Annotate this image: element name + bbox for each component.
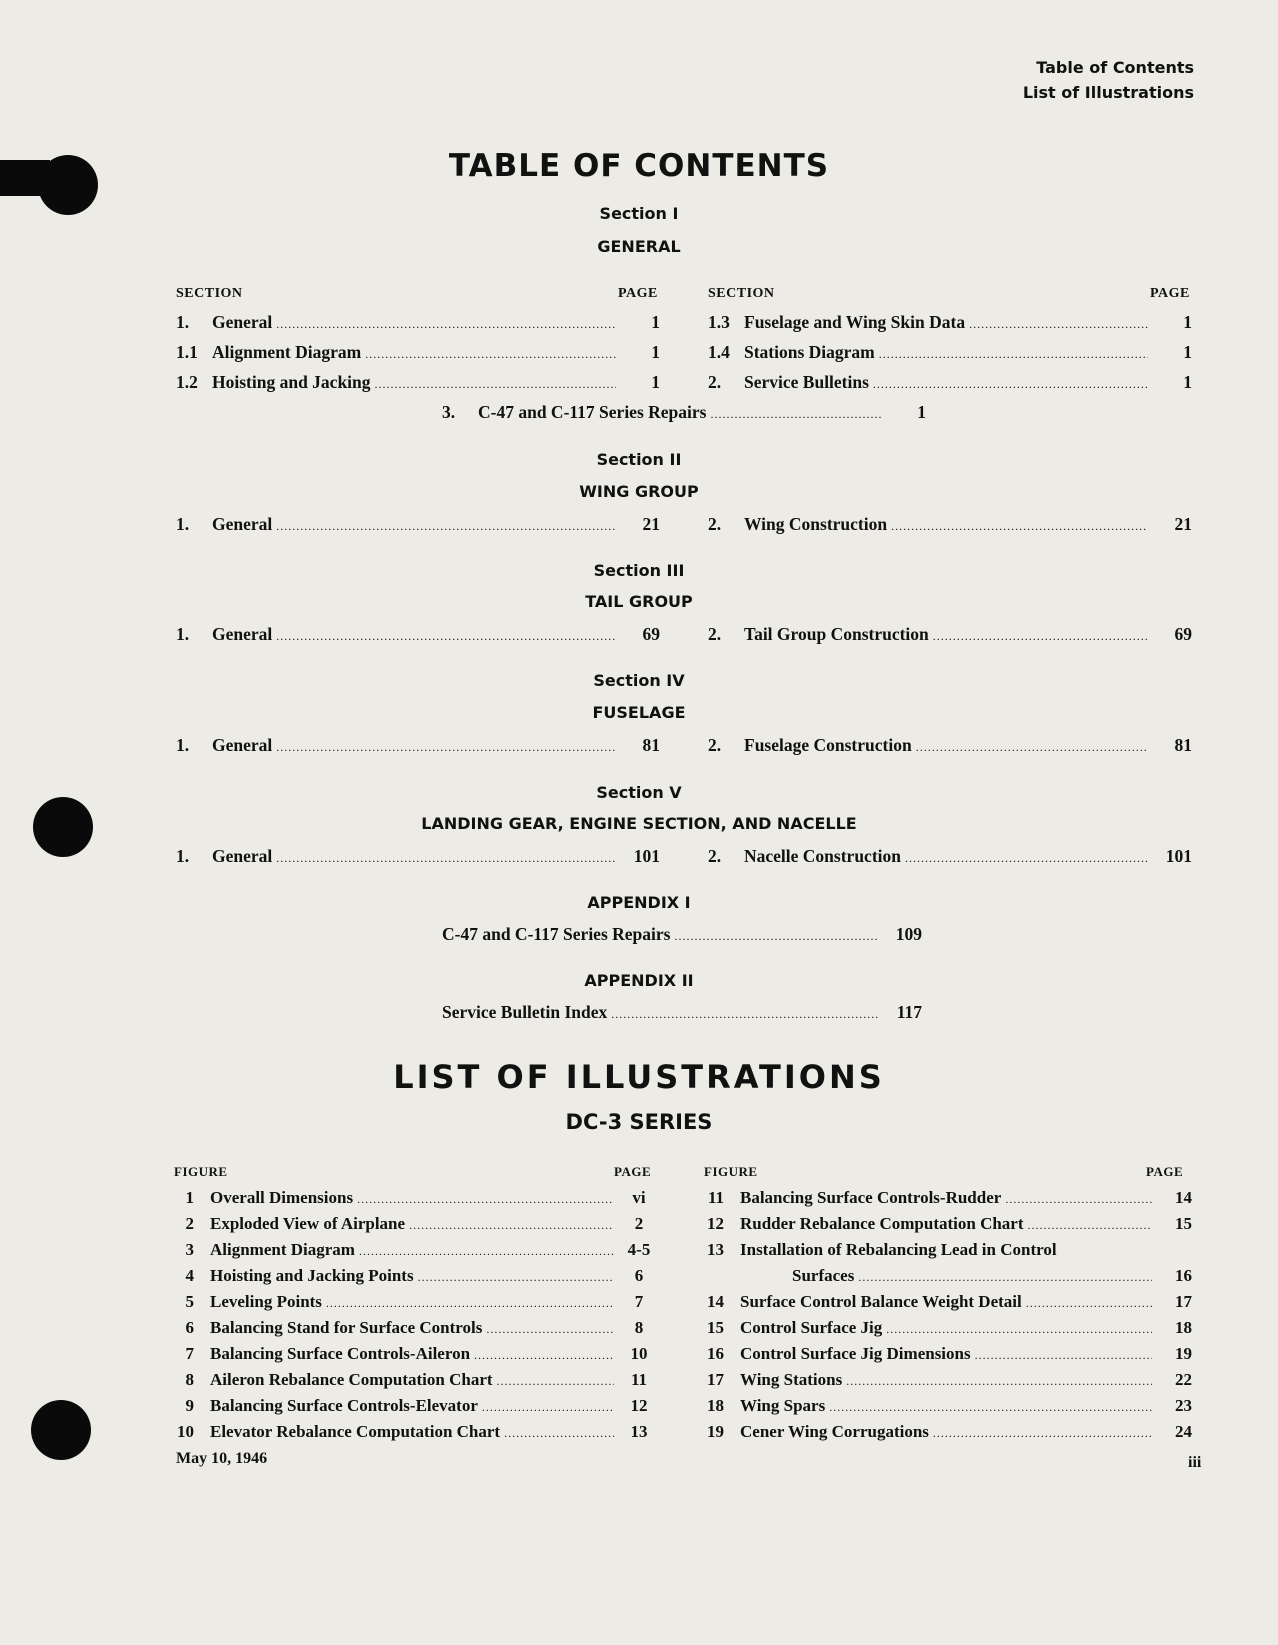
figure-page: 8 bbox=[634, 1318, 644, 1337]
entry-title: C-47 and C-117 Series Repairs bbox=[442, 924, 671, 944]
entry-number: 1. bbox=[176, 735, 190, 755]
figure-entry[interactable] bbox=[156, 1318, 660, 1342]
leader-dots bbox=[873, 377, 1148, 392]
leader-dots bbox=[357, 1192, 614, 1207]
appendix-1-label: APPENDIX I bbox=[587, 893, 691, 912]
leader-dots bbox=[886, 1322, 1152, 1337]
leader-dots bbox=[326, 1296, 614, 1311]
entry-number: 2. bbox=[708, 846, 722, 866]
entry-number: 1. bbox=[176, 846, 190, 866]
section-4-title: FUSELAGE bbox=[592, 703, 686, 722]
leader-dots bbox=[486, 1322, 614, 1337]
leader-dots bbox=[276, 629, 616, 644]
figure-number: 9 bbox=[185, 1396, 194, 1415]
illustrations-subtitle: DC-3 SERIES bbox=[565, 1110, 713, 1134]
toc-col-section-left: SECTION bbox=[176, 286, 243, 301]
figure-page: 4-5 bbox=[627, 1240, 651, 1259]
figure-number: 18 bbox=[707, 1396, 724, 1415]
entry-page: 69 bbox=[1174, 624, 1192, 644]
figure-number: 8 bbox=[185, 1370, 194, 1389]
entry-page: 81 bbox=[642, 735, 660, 755]
entry-page: 1 bbox=[651, 312, 660, 332]
entry-title: Stations Diagram bbox=[744, 342, 875, 362]
figure-number: 5 bbox=[185, 1292, 194, 1311]
leader-dots bbox=[916, 740, 1148, 755]
leader-dots bbox=[969, 317, 1148, 332]
entry-number: 1. bbox=[176, 624, 190, 644]
leader-dots bbox=[474, 1348, 614, 1363]
figure-entry[interactable] bbox=[686, 1344, 1192, 1368]
entry-page: 1 bbox=[1183, 342, 1192, 362]
figure-title: Balancing Surface Controls-Elevator bbox=[210, 1396, 478, 1415]
section-5-label: Section V bbox=[596, 783, 682, 802]
leader-dots bbox=[611, 1007, 878, 1022]
toc-title: TABLE OF CONTENTS bbox=[448, 148, 830, 184]
figure-number: 12 bbox=[707, 1214, 724, 1233]
section-3-title: TAIL GROUP bbox=[585, 592, 693, 611]
figure-title: Elevator Rebalance Computation Chart bbox=[210, 1422, 501, 1441]
entry-title: C-47 and C-117 Series Repairs bbox=[478, 402, 707, 422]
entry-number: 1. bbox=[176, 514, 190, 534]
toc-entry[interactable] bbox=[708, 735, 1192, 759]
illustrations-title: LIST OF ILLUSTRATIONS bbox=[393, 1058, 885, 1096]
figure-entry[interactable] bbox=[686, 1292, 1192, 1316]
figure-title: Surface Control Balance Weight Detail bbox=[740, 1292, 1022, 1311]
figure-entry[interactable] bbox=[156, 1188, 660, 1212]
figure-number: 10 bbox=[177, 1422, 194, 1441]
figure-title: Balancing Stand for Surface Controls bbox=[210, 1318, 483, 1337]
figure-page: 17 bbox=[1175, 1292, 1192, 1311]
running-head-line2: List of Illustrations bbox=[1022, 83, 1194, 102]
figure-page: 18 bbox=[1175, 1318, 1192, 1337]
toc-entry[interactable] bbox=[442, 1002, 922, 1026]
section-2-label: Section II bbox=[596, 450, 682, 469]
toc-entry[interactable] bbox=[708, 372, 1192, 396]
leader-dots bbox=[276, 317, 616, 332]
figure-entry[interactable] bbox=[156, 1240, 660, 1264]
toc-entry[interactable] bbox=[708, 312, 1192, 336]
figure-title: Control Surface Jig Dimensions bbox=[740, 1344, 971, 1363]
figure-title: Exploded View of Airplane bbox=[210, 1214, 406, 1233]
figure-entry[interactable] bbox=[156, 1396, 660, 1420]
figure-title: Surfaces bbox=[792, 1266, 855, 1285]
entry-number: 2. bbox=[708, 372, 722, 392]
figure-page: 14 bbox=[1175, 1188, 1192, 1207]
figure-entry[interactable] bbox=[686, 1240, 1192, 1264]
figure-number: 14 bbox=[707, 1292, 724, 1311]
leader-dots bbox=[359, 1244, 614, 1259]
binder-hole-bottom bbox=[31, 1400, 91, 1460]
toc-entry[interactable] bbox=[176, 372, 660, 396]
leader-dots bbox=[276, 740, 616, 755]
figure-title: Balancing Surface Controls-Rudder bbox=[740, 1188, 1002, 1207]
toc-entry[interactable] bbox=[176, 846, 660, 870]
figure-entry[interactable] bbox=[686, 1396, 1192, 1420]
figure-number: 17 bbox=[707, 1370, 724, 1389]
entry-page: 1 bbox=[651, 342, 660, 362]
entry-page: 109 bbox=[895, 924, 922, 944]
figure-number: 7 bbox=[185, 1344, 194, 1363]
figure-number: 13 bbox=[707, 1240, 724, 1259]
leader-dots bbox=[418, 1270, 614, 1285]
figure-number: 15 bbox=[707, 1318, 724, 1337]
entry-title: Service Bulletin Index bbox=[442, 1002, 608, 1022]
figure-page: 11 bbox=[630, 1370, 648, 1389]
leader-dots bbox=[504, 1426, 614, 1441]
entry-page: 69 bbox=[642, 624, 660, 644]
entry-title: Hoisting and Jacking bbox=[212, 372, 371, 392]
entry-page: 1 bbox=[917, 402, 926, 422]
figure-entry[interactable] bbox=[156, 1422, 660, 1446]
toc-entry[interactable] bbox=[708, 846, 1192, 870]
leader-dots bbox=[409, 1218, 614, 1233]
leader-dots bbox=[276, 851, 616, 866]
toc-entry[interactable] bbox=[176, 624, 660, 648]
entry-page: 1 bbox=[1183, 312, 1192, 332]
entry-title: General bbox=[212, 846, 273, 866]
leader-dots bbox=[276, 519, 616, 534]
leader-dots bbox=[674, 929, 878, 944]
leader-dots bbox=[497, 1374, 614, 1389]
figure-page: 7 bbox=[634, 1292, 644, 1311]
figure-page: 12 bbox=[630, 1396, 648, 1415]
section-4-label: Section IV bbox=[593, 671, 685, 690]
figure-title: Wing Stations bbox=[740, 1370, 843, 1389]
toc-col-section-right: SECTION bbox=[708, 286, 775, 301]
entry-number: 2. bbox=[708, 624, 722, 644]
toc-entry[interactable] bbox=[176, 514, 660, 538]
leader-dots bbox=[375, 377, 616, 392]
entry-title: Alignment Diagram bbox=[212, 342, 362, 362]
entry-title: Fuselage and Wing Skin Data bbox=[744, 312, 966, 332]
figure-number: 3 bbox=[185, 1240, 194, 1259]
figure-number: 11 bbox=[707, 1188, 724, 1207]
figure-title: Alignment Diagram bbox=[210, 1240, 355, 1259]
leader-dots bbox=[933, 629, 1148, 644]
figure-entry[interactable] bbox=[686, 1188, 1192, 1212]
figure-number: 6 bbox=[185, 1318, 194, 1337]
section-3-label: Section III bbox=[593, 561, 685, 580]
entry-title: General bbox=[212, 514, 273, 534]
entry-title: General bbox=[212, 624, 273, 644]
footer-date: May 10, 1946 bbox=[176, 1450, 268, 1467]
figure-title: Leveling Points bbox=[210, 1292, 322, 1311]
figure-page: 15 bbox=[1175, 1214, 1192, 1233]
figure-page: 6 bbox=[634, 1266, 644, 1285]
entry-number: 1.3 bbox=[708, 312, 730, 332]
entry-page: 21 bbox=[1174, 514, 1192, 534]
entry-title: Service Bulletins bbox=[744, 372, 869, 392]
figure-page: 22 bbox=[1175, 1370, 1192, 1389]
figure-entry[interactable] bbox=[686, 1214, 1192, 1238]
toc-entry[interactable] bbox=[708, 624, 1192, 648]
figure-title: Rudder Rebalance Computation Chart bbox=[740, 1214, 1024, 1233]
toc-entry[interactable] bbox=[442, 402, 926, 426]
entry-title: Nacelle Construction bbox=[744, 846, 901, 866]
leader-dots bbox=[975, 1348, 1152, 1363]
entry-page: 101 bbox=[1165, 846, 1192, 866]
leader-dots bbox=[710, 407, 882, 422]
figure-number: 2 bbox=[185, 1214, 194, 1233]
figure-title: Hoisting and Jacking Points bbox=[210, 1266, 414, 1285]
leader-dots bbox=[1028, 1218, 1152, 1233]
entry-number: 1.2 bbox=[176, 372, 198, 392]
figure-page: 13 bbox=[630, 1422, 648, 1441]
figure-page: 16 bbox=[1175, 1266, 1192, 1285]
leader-dots bbox=[891, 519, 1148, 534]
leader-dots bbox=[482, 1400, 614, 1415]
figure-entry[interactable] bbox=[686, 1318, 1192, 1342]
figure-page: 23 bbox=[1175, 1396, 1192, 1415]
toc-entry[interactable] bbox=[442, 924, 922, 948]
figure-entry[interactable] bbox=[156, 1344, 660, 1368]
figure-number: 4 bbox=[185, 1266, 194, 1285]
figure-title: Balancing Surface Controls-Aileron bbox=[210, 1344, 471, 1363]
entry-title: Tail Group Construction bbox=[744, 624, 929, 644]
entry-number: 3. bbox=[442, 402, 456, 422]
figure-entry[interactable] bbox=[686, 1370, 1192, 1394]
figure-title: Cener Wing Corrugations bbox=[740, 1422, 929, 1441]
appendix-2-label: APPENDIX II bbox=[584, 971, 694, 990]
toc-col-page-left: PAGE bbox=[618, 286, 658, 301]
section-1-title: GENERAL bbox=[597, 237, 681, 256]
figure-page: 10 bbox=[630, 1344, 648, 1363]
toc-entry[interactable] bbox=[708, 514, 1192, 538]
figure-number: 1 bbox=[185, 1188, 194, 1207]
leader-dots bbox=[1026, 1296, 1152, 1311]
figure-page: vi bbox=[632, 1188, 646, 1207]
toc-entry[interactable] bbox=[176, 342, 660, 366]
entry-title: Wing Construction bbox=[744, 514, 888, 534]
entry-number: 1. bbox=[176, 312, 190, 332]
entry-page: 117 bbox=[896, 1002, 922, 1022]
entry-title: General bbox=[212, 312, 273, 332]
figure-title: Aileron Rebalance Computation Chart bbox=[210, 1370, 493, 1389]
figure-entry[interactable] bbox=[156, 1292, 660, 1316]
entry-number: 1.4 bbox=[708, 342, 730, 362]
figure-number: 16 bbox=[707, 1344, 724, 1363]
fig-col-figure-right: FIGURE bbox=[704, 1164, 758, 1179]
leader-dots bbox=[905, 851, 1148, 866]
leader-dots bbox=[879, 347, 1148, 362]
figure-page: 19 bbox=[1175, 1344, 1192, 1363]
fig-col-figure-left: FIGURE bbox=[174, 1164, 228, 1179]
footer-page-number: iii bbox=[1188, 1454, 1202, 1471]
figure-entry[interactable] bbox=[156, 1370, 660, 1394]
running-head bbox=[1023, 55, 1194, 105]
figure-number: 19 bbox=[707, 1422, 724, 1441]
entry-title: Fuselage Construction bbox=[744, 735, 912, 755]
toc-entry[interactable] bbox=[708, 342, 1192, 366]
leader-dots bbox=[365, 347, 616, 362]
figure-title: Control Surface Jig bbox=[740, 1318, 883, 1337]
toc-entry[interactable] bbox=[176, 312, 660, 336]
fig-col-page-left: PAGE bbox=[614, 1164, 652, 1179]
leader-dots bbox=[846, 1374, 1152, 1389]
section-1-label: Section I bbox=[599, 204, 679, 223]
figure-page: 24 bbox=[1175, 1422, 1192, 1441]
entry-number: 2. bbox=[708, 735, 722, 755]
section-5-title: LANDING GEAR, ENGINE SECTION, AND NACELLE bbox=[421, 814, 857, 833]
section-2-title: WING GROUP bbox=[579, 482, 699, 501]
figure-title: Wing Spars bbox=[740, 1396, 826, 1415]
entry-number: 2. bbox=[708, 514, 722, 534]
leader-dots bbox=[829, 1400, 1152, 1415]
fig-col-page-right: PAGE bbox=[1146, 1164, 1184, 1179]
figure-entry[interactable] bbox=[156, 1266, 660, 1290]
figure-entry[interactable] bbox=[156, 1214, 660, 1238]
entry-page: 21 bbox=[642, 514, 660, 534]
leader-dots bbox=[858, 1270, 1152, 1285]
figure-title: Overall Dimensions bbox=[210, 1188, 354, 1207]
figure-title: Installation of Rebalancing Lead in Control bbox=[740, 1240, 1057, 1259]
entry-page: 1 bbox=[1183, 372, 1192, 392]
toc-entry[interactable] bbox=[176, 735, 660, 759]
figure-entry-continuation[interactable] bbox=[686, 1266, 1192, 1290]
entry-page: 101 bbox=[633, 846, 660, 866]
leader-dots bbox=[933, 1426, 1152, 1441]
running-head-line1: Table of Contents bbox=[1036, 58, 1194, 77]
entry-number: 1.1 bbox=[176, 342, 198, 362]
figure-entry[interactable] bbox=[686, 1422, 1192, 1446]
leader-dots bbox=[1005, 1192, 1152, 1207]
toc-col-page-right: PAGE bbox=[1150, 286, 1190, 301]
entry-page: 1 bbox=[651, 372, 660, 392]
figure-page: 2 bbox=[634, 1214, 644, 1233]
entry-title: General bbox=[212, 735, 273, 755]
entry-page: 81 bbox=[1174, 735, 1192, 755]
